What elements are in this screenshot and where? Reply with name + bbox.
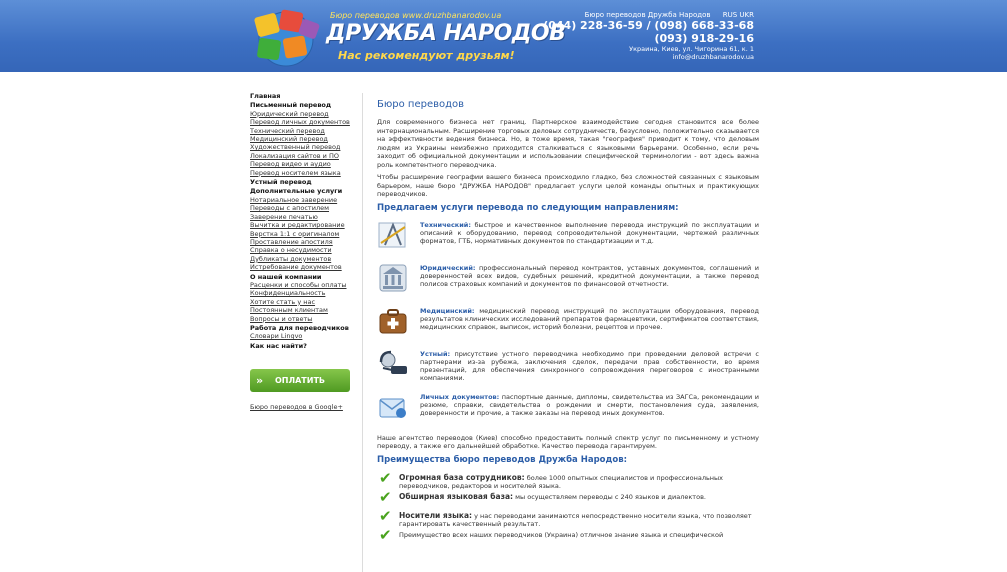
address: Украина, Киев, ул. Чигорина 61, к. 1 [629, 45, 754, 53]
service-item [377, 391, 759, 434]
service-text: паспортные данные, дипломы, свидетельства из ЗАГСа, рекомендации и резюме, справки, свидетельства о рождении и смерти, постановления суда, заявления, доверенности и прочие, а также заказы на перевод иных документов. [420, 392, 759, 418]
email-link[interactable]: info@druzhbanarodov.ua [672, 53, 754, 61]
sidebar-item[interactable]: Верстка 1:1 с оригиналом [250, 229, 340, 238]
service-item [377, 262, 759, 305]
google-plus-link[interactable]: Бюро переводов в Google+ [250, 403, 343, 411]
header-contacts [543, 11, 754, 61]
checkmark-icon: ✔ [379, 506, 392, 525]
site-header [0, 0, 1007, 72]
sidebar-item[interactable]: Хотите стать у нас [250, 297, 316, 306]
logo-title: ДРУЖБА НАРОДОВ [326, 21, 566, 46]
phone-secondary[interactable]: (093) 918-29-16 [654, 32, 754, 45]
advantage-name: Обширная языковая база: [399, 491, 514, 501]
sidebar-item[interactable]: Конфиденциальность [250, 289, 326, 298]
service-item [377, 348, 759, 391]
intro-paragraph: Для современного бизнеса нет границ. Партнерское взаимодействие сегодня становится все более интернациональным. Расширение торговых деловых сотрудничеств, безусловно, положительно сказывается на эффективности ведения бизнеса. Но, в тоже время, такая "география" приводит к тому, что деловым людям из Украины неизбежно приходится сталкиваться с языковыми барьерами. Особенно, если речь заходит об официальной документации и использовании специфической терминологии - вот здесь важна роль компетентного переводчика. [377, 118, 759, 169]
sidebar-item[interactable]: Главная [250, 92, 281, 100]
sidebar-item[interactable]: Художественный перевод [250, 143, 341, 152]
checkmark-icon: ✔ [379, 525, 392, 544]
sidebar-menu [250, 92, 355, 350]
sidebar-item[interactable]: Устный перевод [250, 178, 312, 187]
checkmark-icon: ✔ [379, 468, 392, 487]
double-chevron-icon: » [256, 374, 264, 387]
logo[interactable] [250, 3, 566, 69]
sidebar-item[interactable]: Истребование документов [250, 263, 342, 272]
service-text: медицинский перевод инструкций по эксплуатации оборудования, перевод результатов клинических исследований препаратов фармацевтики, сертификатов соответствия, медицинских справок, выписок, историй болезни, рецептов и прочее. [420, 306, 759, 332]
service-text: профессиональный перевод контрактов, уставных документов, соглашений и доверенностей всех видов, судебных решений, кредитной документации, а также перевод полисов страховых компаний и документов по финансовой отчетности. [420, 263, 759, 289]
documents-envelope-icon [377, 391, 409, 423]
sidebar-item[interactable]: Дополнительные услуги [250, 187, 343, 196]
sidebar-item[interactable]: Локализация сайтов и ПО [250, 151, 339, 160]
sidebar-item[interactable]: Юридический перевод [250, 109, 329, 118]
sidebar-item[interactable]: Вычитка и редактирование [250, 221, 345, 230]
logo-slogan: Нас рекомендуют друзьям! [338, 49, 515, 62]
sidebar-item[interactable]: Технический перевод [250, 126, 325, 135]
advantage-text: мы осуществляем переводы с 240 языков и диалектов. [515, 492, 706, 501]
sidebar-item[interactable]: Перевод носителем языка [250, 168, 341, 177]
pay-button[interactable] [250, 369, 350, 392]
service-item [377, 219, 759, 262]
service-text: присутствие устного переводчика необходимо при проведении деловой встречи с партнерами из-за рубежа, заключения сделок, передачи прав собственности, во время презентаций, для обеспечения синхронного сопровождения переговоров с иностранными компаниями. [420, 349, 759, 383]
sidebar-item[interactable]: Вопросы и ответы [250, 314, 313, 323]
main-content [377, 99, 759, 547]
advantage-name: Огромная база сотрудников: [399, 472, 525, 482]
service-name: Юридический: [420, 263, 476, 272]
checkmark-icon: ✔ [379, 487, 392, 506]
sidebar-item[interactable]: Как нас найти? [250, 341, 307, 350]
advantage-item [377, 468, 759, 490]
advantage-item [377, 525, 759, 547]
pay-button-label: ОПЛАТИТЬ [274, 376, 326, 385]
sidebar-item[interactable]: Перевод видео и аудио [250, 160, 331, 169]
company-name: Бюро переводов Дружба Народов [584, 11, 711, 19]
sidebar-item[interactable]: О нашей компании [250, 272, 322, 281]
sidebar-item[interactable]: Словари Lingvo [250, 332, 303, 341]
advantage-text: у нас переводами занимаются непосредственно носители языка, что позволяет гарантировать качественный результат. [399, 511, 752, 528]
technical-compass-icon [377, 219, 409, 251]
service-name: Технический: [420, 220, 471, 229]
medical-case-icon [377, 305, 409, 337]
sidebar-item[interactable]: Медицинский перевод [250, 135, 328, 144]
advantage-name: Носители языка: [399, 510, 473, 520]
service-item [377, 305, 759, 348]
service-name: Личных документов: [420, 392, 500, 401]
puzzle-globe-logo-icon [250, 7, 328, 69]
column-divider [362, 93, 363, 572]
legal-columns-icon [377, 262, 409, 294]
service-name: Устный: [420, 349, 451, 358]
sidebar-item[interactable]: Проставление апостиля [250, 237, 333, 246]
language-switcher[interactable]: RUS UKR [722, 11, 754, 19]
services-heading: Предлагаем услуги перевода по следующим направлениям: [377, 202, 679, 213]
sidebar-item[interactable]: Заверение печатью [250, 212, 318, 221]
advantage-item [377, 506, 759, 528]
sidebar-item[interactable]: Дубликаты документов [250, 254, 332, 263]
sidebar-item[interactable]: Работа для переводчиков [250, 323, 349, 332]
sidebar-item[interactable]: Расценки и способы оплаты [250, 280, 347, 289]
advantage-text: более 1000 опытных специалистов и профессиональных переводчиков, редакторов и носителей языка. [399, 473, 724, 490]
sidebar-item[interactable]: Письменный перевод [250, 101, 332, 110]
page-title: Бюро переводов [377, 99, 465, 110]
sidebar-item[interactable]: Перевод личных документов [250, 118, 350, 127]
sidebar-item[interactable]: Справка о несудимости [250, 246, 332, 255]
sidebar-item[interactable]: Постоянным клиентам [250, 306, 328, 315]
service-name: Медицинский: [420, 306, 475, 315]
summary-paragraph: Наше агентство переводов (Киев) способно предоставить полный спектр услуг по письменному и устному переводу, а также его дальнейшей обработке. Качество перевода гарантируем. [377, 433, 759, 450]
intro-paragraph-2: Чтобы расширение географии вашего бизнеса происходило гладко, без сложностей связанных с языковым барьером, наше бюро "ДРУЖБА НАРОДОВ" предлагает услуги целой команды опытных и практикующих переводчиков. [377, 173, 759, 198]
sidebar-item[interactable]: Переводы с апостилем [250, 204, 330, 213]
interpreter-headset-icon [377, 348, 409, 380]
advantages-heading: Преимущества бюро переводов Дружба Народов: [377, 454, 627, 465]
sidebar-nav [250, 91, 355, 411]
advantage-text: Преимущество всех наших переводчиков (Украина) отличное знание языка и специфической [399, 530, 724, 539]
advantage-item [377, 487, 759, 509]
service-text: быстрое и качественное выполнение перевода инструкций по эксплуатации и описаний к оборудованию, перевод сопроводительной документации, чертежей различных форматов, ГТБ, нормативных документов по стандартизации и т.д. [420, 220, 759, 246]
logo-tagline: Бюро переводов www.druzhbanarodov.ua [330, 11, 502, 20]
sidebar-item[interactable]: Нотариальное заверение [250, 195, 338, 204]
phone-primary[interactable]: (044) 228-36-59 / (098) 668-33-68 [543, 19, 754, 32]
